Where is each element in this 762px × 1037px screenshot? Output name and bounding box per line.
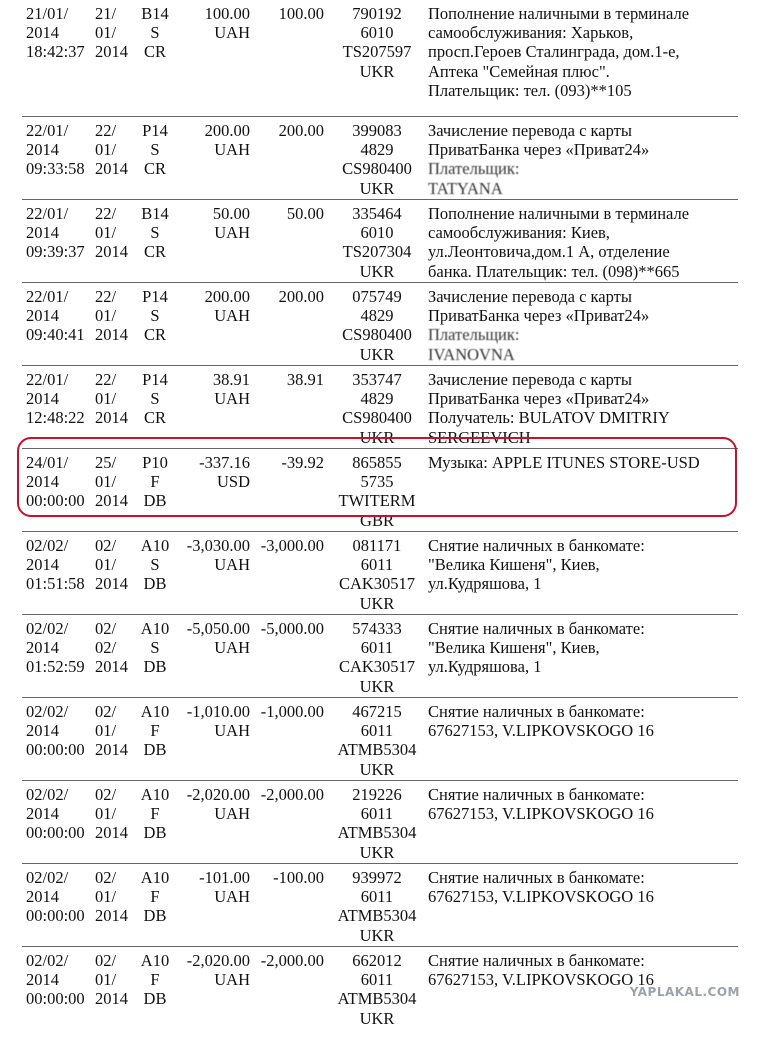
amount-value: 50.00 xyxy=(212,204,250,223)
description-line: SERGEEVICH xyxy=(428,427,531,447)
transaction-date-line: 2014 xyxy=(26,970,59,990)
posting-date xyxy=(95,536,135,594)
posting-date-line: 22/ xyxy=(95,121,117,140)
description-line: IVANOVNA xyxy=(428,344,515,364)
card-amount: -2,000.00 xyxy=(260,951,324,970)
reference-code-line: TS207304 xyxy=(342,242,412,262)
transaction-description xyxy=(428,536,738,594)
description-line: просп.Героев Сталинграда, дом.1-е, xyxy=(428,42,680,62)
posting-date-line: 02/ xyxy=(95,785,117,804)
transaction-description xyxy=(428,785,738,823)
posting-date-line: 01/ xyxy=(95,23,117,43)
posting-date-line: 02/ xyxy=(95,536,117,555)
reference-code-line: 6011 xyxy=(360,638,394,658)
posting-date-line: 01/ xyxy=(95,223,117,243)
transaction-date-line: 2014 xyxy=(26,472,59,492)
amount-value: 38.91 xyxy=(212,370,250,389)
reference-code-line: 4829 xyxy=(360,306,394,326)
reference-code-line: 6011 xyxy=(360,804,394,824)
transaction-date-line: 2014 xyxy=(26,306,59,326)
transaction-date xyxy=(26,287,98,345)
amount-currency: UAH xyxy=(214,140,250,160)
posting-date-line: 01/ xyxy=(95,306,117,326)
posting-date xyxy=(95,951,135,1009)
posting-date-line: 02/ xyxy=(95,638,117,658)
transaction-code-line: A10 xyxy=(140,536,170,555)
description-line: Снятие наличных в банкомате: xyxy=(428,619,645,638)
transaction-date-line: 09:39:37 xyxy=(26,242,85,262)
transaction-date xyxy=(26,868,98,926)
transaction-description xyxy=(428,121,738,198)
card-amount: 50.00 xyxy=(286,204,324,223)
transaction-amount xyxy=(172,204,250,242)
description-line: Плательщик: xyxy=(428,159,520,179)
transaction-code-line: F xyxy=(150,970,160,990)
amount-value: -1,010.00 xyxy=(186,702,250,721)
transaction-amount xyxy=(172,785,250,823)
description-line: самообслуживания: Харьков, xyxy=(428,23,634,43)
highlight-oval xyxy=(17,437,737,517)
description-line: Снятие наличных в банкомате: xyxy=(428,785,645,804)
reference-code-line: ATMB5304 xyxy=(337,906,417,926)
transaction-code-line: F xyxy=(150,804,160,824)
card-amount: 38.91 xyxy=(286,370,324,389)
amount-currency: USD xyxy=(216,472,250,492)
transaction-code-line: CR xyxy=(143,159,166,179)
posting-date-line: 21/ xyxy=(95,4,117,23)
card-amount: 100.00 xyxy=(278,4,324,23)
transaction-row xyxy=(22,200,738,283)
transaction-date-line: 22/01/ xyxy=(26,121,69,140)
posting-date-line: 01/ xyxy=(95,970,117,990)
transaction-date-line: 22/01/ xyxy=(26,204,69,223)
posting-date-line: 2014 xyxy=(95,408,128,428)
transaction-date-line: 09:40:41 xyxy=(26,325,85,345)
transaction-description xyxy=(428,204,738,281)
reference-code xyxy=(327,370,427,447)
amount-value: 200.00 xyxy=(204,121,250,140)
posting-date-line: 2014 xyxy=(95,574,128,594)
posting-date-line: 2014 xyxy=(95,823,128,843)
description-line: Плательщик: xyxy=(428,325,520,345)
transaction-code-line: F xyxy=(150,887,160,907)
transaction-date-line: 2014 xyxy=(26,223,59,243)
posting-date-line: 02/ xyxy=(95,619,117,638)
card-amount: -3,000.00 xyxy=(260,536,324,555)
amount-currency: UAH xyxy=(214,970,250,990)
description-line: 67627153, V.LIPKOVSKOGO 16 xyxy=(428,887,654,907)
reference-code-line: 865855 xyxy=(352,453,402,472)
transaction-row xyxy=(22,864,738,947)
reference-code-line: CS980400 xyxy=(342,408,412,428)
transaction-date-line: 2014 xyxy=(26,804,59,824)
transaction-description xyxy=(428,370,738,447)
card-amount: -1,000.00 xyxy=(260,702,324,721)
reference-code-line: UKR xyxy=(359,427,395,447)
posting-date-line: 2014 xyxy=(95,989,128,1009)
transaction-code-line: S xyxy=(150,306,160,326)
posting-date-line: 2014 xyxy=(95,906,128,926)
reference-code-line: 081171 xyxy=(352,536,402,555)
description-line: ПриватБанка через «Приват24» xyxy=(428,140,650,160)
reference-code-line: 335464 xyxy=(352,204,402,223)
posting-date xyxy=(95,204,135,262)
posting-date xyxy=(95,702,135,760)
posting-date-line: 02/ xyxy=(95,951,117,970)
reference-code-line: TS207597 xyxy=(342,42,412,62)
amount-value: -337.16 xyxy=(199,453,250,472)
reference-code-line: UKR xyxy=(359,676,395,696)
transaction-date-line: 02/02/ xyxy=(26,785,69,804)
amount-currency: UAH xyxy=(214,804,250,824)
posting-date-line: 01/ xyxy=(95,804,117,824)
transaction-code-line: S xyxy=(150,23,160,43)
reference-code-line: 6010 xyxy=(360,223,394,243)
transaction-date-line: 02/02/ xyxy=(26,868,69,887)
transaction-date xyxy=(26,204,98,262)
reference-code-line: GBR xyxy=(360,510,394,530)
transaction-amount xyxy=(172,121,250,159)
posting-date-line: 22/ xyxy=(95,287,117,306)
transaction-code-line: DB xyxy=(143,906,167,926)
reference-code-line: 399083 xyxy=(352,121,402,140)
description-line: ПриватБанка через «Приват24» xyxy=(428,306,650,326)
transaction-code-line: B14 xyxy=(141,4,169,23)
reference-code-line: 5735 xyxy=(360,472,394,492)
posting-date-line: 2014 xyxy=(95,657,128,677)
description-line: Зачисление перевода с карты xyxy=(428,370,632,389)
reference-code-line: ATMB5304 xyxy=(337,989,417,1009)
posting-date-line: 2014 xyxy=(95,325,128,345)
transaction-date-line: 18:42:37 xyxy=(26,42,85,62)
transaction-date-line: 00:00:00 xyxy=(26,740,85,760)
transaction-code-line: DB xyxy=(143,989,167,1009)
transaction-code-line: S xyxy=(150,638,160,658)
transaction-code-line: F xyxy=(150,472,160,492)
description-line: Зачисление перевода с карты xyxy=(428,121,632,140)
transaction-code-line: S xyxy=(150,223,160,243)
reference-code-line: 6011 xyxy=(360,887,394,907)
transaction-date-line: 00:00:00 xyxy=(26,823,85,843)
transaction-date-line: 2014 xyxy=(26,721,59,741)
reference-code-line: TWITERM xyxy=(338,491,416,511)
transaction-code-line: CR xyxy=(143,242,166,262)
card-amount: 200.00 xyxy=(278,287,324,306)
amount-currency: UAH xyxy=(214,23,250,43)
transaction-amount xyxy=(172,4,250,42)
transaction-date-line: 2014 xyxy=(26,555,59,575)
transaction-row xyxy=(22,532,738,615)
transaction-date-line: 22/01/ xyxy=(26,287,69,306)
description-line: Снятие наличных в банкомате: xyxy=(428,951,645,970)
posting-date xyxy=(95,4,135,62)
amount-value: -101.00 xyxy=(199,868,250,887)
transaction-description xyxy=(428,868,738,906)
description-line: Пополнение наличными в терминале xyxy=(428,204,690,223)
transaction-date-line: 2014 xyxy=(26,638,59,658)
transaction-amount xyxy=(172,536,250,574)
reference-code-line: UKR xyxy=(359,261,395,281)
amount-value: -3,030.00 xyxy=(186,536,250,555)
posting-date-line: 01/ xyxy=(95,389,117,409)
transaction-date-line: 2014 xyxy=(26,140,59,160)
transaction-code-line: DB xyxy=(143,491,167,511)
posting-date xyxy=(95,868,135,926)
reference-code-line: 6011 xyxy=(360,970,394,990)
transaction-date xyxy=(26,785,98,843)
card-amount: -39.92 xyxy=(281,453,324,472)
posting-date-line: 2014 xyxy=(95,491,128,511)
transaction-date-line: 02/02/ xyxy=(26,536,69,555)
posting-date-line: 01/ xyxy=(95,140,117,160)
description-line: 67627153, V.LIPKOVSKOGO 16 xyxy=(428,804,654,824)
description-line: ул.Кудряшова, 1 xyxy=(428,574,542,594)
posting-date-line: 25/ xyxy=(95,453,117,472)
posting-date-line: 2014 xyxy=(95,159,128,179)
reference-code-line: 574333 xyxy=(352,619,402,638)
transaction-code-line: DB xyxy=(143,657,167,677)
reference-code-line: UKR xyxy=(359,593,395,613)
reference-code-line: CS980400 xyxy=(342,159,412,179)
reference-code xyxy=(327,785,427,862)
reference-code xyxy=(327,4,427,81)
transaction-date xyxy=(26,536,98,594)
posting-date-line: 01/ xyxy=(95,887,117,907)
description-line: TATYANA xyxy=(428,178,503,198)
reference-code-line: UKR xyxy=(359,925,395,945)
posting-date-line: 01/ xyxy=(95,472,117,492)
transaction-code-line: B14 xyxy=(141,204,169,223)
reference-code-line: ATMB5304 xyxy=(337,740,417,760)
posting-date-line: 22/ xyxy=(95,204,117,223)
transaction-code-line: F xyxy=(150,721,160,741)
statement-table xyxy=(22,0,738,1037)
reference-code-line: CAK30517 xyxy=(338,657,416,677)
transaction-code-line: A10 xyxy=(140,868,170,887)
transaction-date xyxy=(26,4,98,62)
amount-value: 200.00 xyxy=(204,287,250,306)
card-amount: -100.00 xyxy=(273,868,324,887)
transaction-row xyxy=(22,781,738,864)
reference-code xyxy=(327,536,427,613)
transaction-code-line: S xyxy=(150,555,160,575)
reference-code-line: 662012 xyxy=(352,951,402,970)
transaction-code-line: CR xyxy=(143,325,166,345)
description-line: "Велика Кишеня", Киев, xyxy=(428,638,600,658)
reference-code-line: 4829 xyxy=(360,140,394,160)
reference-code-line: 6011 xyxy=(360,555,394,575)
transaction-date xyxy=(26,370,98,428)
description-line: 67627153, V.LIPKOVSKOGO 16 xyxy=(428,721,654,741)
transaction-amount xyxy=(172,370,250,408)
description-line: Зачисление перевода с карты xyxy=(428,287,632,306)
description-line: Снятие наличных в банкомате: xyxy=(428,868,645,887)
transaction-amount xyxy=(172,951,250,989)
transaction-code-line: DB xyxy=(143,574,167,594)
reference-code-line: 219226 xyxy=(352,785,402,804)
reference-code-line: UKR xyxy=(359,759,395,779)
description-line: банка. Плательщик: тел. (098)**665 xyxy=(428,261,680,281)
amount-currency: UAH xyxy=(214,555,250,575)
amount-value: 100.00 xyxy=(204,4,250,23)
description-line: 67627153, V.LIPKOVSKOGO 16 xyxy=(428,970,654,990)
description-line: Плательщик: тел. (093)**105 xyxy=(428,80,632,100)
transaction-description xyxy=(428,619,738,677)
posting-date xyxy=(95,121,135,179)
reference-code xyxy=(327,121,427,198)
reference-code-line: 790192 xyxy=(352,4,402,23)
description-line: Музыка: APPLE ITUNES STORE-USD xyxy=(428,453,700,472)
transaction-date-line: 2014 xyxy=(26,23,59,43)
reference-code-line: 4829 xyxy=(360,389,394,409)
transaction-code-line: A10 xyxy=(140,619,170,638)
transaction-date xyxy=(26,121,98,179)
reference-code-line: 6011 xyxy=(360,721,394,741)
reference-code-line: CAK30517 xyxy=(338,574,416,594)
description-line: ул.Леонтовича,дом.1 А, отделение xyxy=(428,242,670,262)
amount-value: -2,020.00 xyxy=(186,951,250,970)
reference-code-line: UKR xyxy=(359,178,395,198)
transaction-code-line: A10 xyxy=(140,785,170,804)
transaction-code-line: CR xyxy=(143,408,166,428)
transaction-amount xyxy=(172,619,250,657)
reference-code-line: ATMB5304 xyxy=(337,823,417,843)
reference-code-line: CS980400 xyxy=(342,325,412,345)
reference-code xyxy=(327,287,427,364)
transaction-code-line: P14 xyxy=(142,121,168,140)
amount-currency: UAH xyxy=(214,223,250,243)
posting-date xyxy=(95,287,135,345)
posting-date xyxy=(95,785,135,843)
transaction-code-line: A10 xyxy=(140,702,170,721)
transaction-date xyxy=(26,951,98,1009)
transaction-date-line: 21/01/ xyxy=(26,4,69,23)
transaction-amount xyxy=(172,287,250,325)
posting-date-line: 2014 xyxy=(95,242,128,262)
reference-code-line: 939972 xyxy=(352,868,402,887)
transaction-code-line: DB xyxy=(143,823,167,843)
posting-date-line: 01/ xyxy=(95,555,117,575)
posting-date-line: 2014 xyxy=(95,42,128,62)
amount-currency: UAH xyxy=(214,721,250,741)
transaction-code-line: CR xyxy=(143,42,166,62)
transaction-date xyxy=(26,619,98,677)
transaction-date-line: 2014 xyxy=(26,887,59,907)
description-line: Пополнение наличными в терминале xyxy=(428,4,690,23)
transaction-row xyxy=(22,615,738,698)
transaction-description xyxy=(428,4,738,100)
transaction-date-line: 02/02/ xyxy=(26,702,69,721)
transaction-date-line: 00:00:00 xyxy=(26,906,85,926)
transaction-row xyxy=(22,698,738,781)
transaction-row xyxy=(22,117,738,200)
reference-code-line: UKR xyxy=(359,344,395,364)
transaction-code-line: S xyxy=(150,389,160,409)
reference-code-line: UKR xyxy=(359,842,395,862)
description-line: Получатель: BULATOV DMITRIY xyxy=(428,408,670,428)
transaction-date-line: 02/02/ xyxy=(26,951,69,970)
reference-code-line: UKR xyxy=(359,61,395,81)
reference-code-line: 467215 xyxy=(352,702,402,721)
reference-code xyxy=(327,868,427,945)
reference-code-line: 353747 xyxy=(352,370,402,389)
posting-date-line: 22/ xyxy=(95,370,117,389)
description-line: Снятие наличных в банкомате: xyxy=(428,536,645,555)
reference-code-line: UKR xyxy=(359,1008,395,1028)
transaction-description xyxy=(428,702,738,740)
posting-date-line: 02/ xyxy=(95,868,117,887)
transaction-date-line: 12:48:22 xyxy=(26,408,85,428)
description-line: самообслуживания: Киев, xyxy=(428,223,610,243)
posting-date-line: 01/ xyxy=(95,721,117,741)
amount-value: -5,050.00 xyxy=(186,619,250,638)
transaction-date-line: 00:00:00 xyxy=(26,491,85,511)
reference-code xyxy=(327,204,427,281)
amount-value: -2,020.00 xyxy=(186,785,250,804)
description-line: ПриватБанка через «Приват24» xyxy=(428,389,650,409)
transaction-date-line: 09:33:58 xyxy=(26,159,85,179)
card-amount: 200.00 xyxy=(278,121,324,140)
description-line: Снятие наличных в банкомате: xyxy=(428,702,645,721)
card-amount: -2,000.00 xyxy=(260,785,324,804)
transaction-date xyxy=(26,702,98,760)
reference-code-line: 6010 xyxy=(360,23,394,43)
transaction-code-line: A10 xyxy=(140,951,170,970)
transaction-date-line: 00:00:00 xyxy=(26,989,85,1009)
amount-currency: UAH xyxy=(214,887,250,907)
amount-currency: UAH xyxy=(214,638,250,658)
watermark: YAPLAKAL.COM xyxy=(629,984,740,999)
transaction-code-line: DB xyxy=(143,740,167,760)
description-line: ул.Кудряшова, 1 xyxy=(428,657,542,677)
transaction-date-line: 01:51:58 xyxy=(26,574,85,594)
transaction-code-line: P10 xyxy=(142,453,168,472)
reference-code xyxy=(327,951,427,1028)
reference-code-line: 075749 xyxy=(352,287,402,306)
transaction-code-line: P14 xyxy=(142,287,168,306)
transaction-date-line: 22/01/ xyxy=(26,370,69,389)
transaction-row xyxy=(22,283,738,366)
description-line: Аптека "Семейная плюс". xyxy=(428,61,610,81)
reference-code xyxy=(327,619,427,696)
transaction-code-line: S xyxy=(150,140,160,160)
transaction-date-line: 02/02/ xyxy=(26,619,69,638)
posting-date xyxy=(95,370,135,428)
transaction-amount xyxy=(172,702,250,740)
description-line: "Велика Кишеня", Киев, xyxy=(428,555,600,575)
amount-currency: UAH xyxy=(214,306,250,326)
transaction-date-line: 24/01/ xyxy=(26,453,69,472)
transaction-description xyxy=(428,287,738,364)
transaction-date-line: 2014 xyxy=(26,389,59,409)
transaction-code-line: P14 xyxy=(142,370,168,389)
posting-date-line: 02/ xyxy=(95,702,117,721)
transaction-amount xyxy=(172,868,250,906)
card-amount: -5,000.00 xyxy=(260,619,324,638)
posting-date-line: 2014 xyxy=(95,740,128,760)
amount-currency: UAH xyxy=(214,389,250,409)
posting-date xyxy=(95,619,135,677)
transaction-date-line: 01:52:59 xyxy=(26,657,85,677)
transaction-row xyxy=(22,0,738,117)
reference-code xyxy=(327,702,427,779)
